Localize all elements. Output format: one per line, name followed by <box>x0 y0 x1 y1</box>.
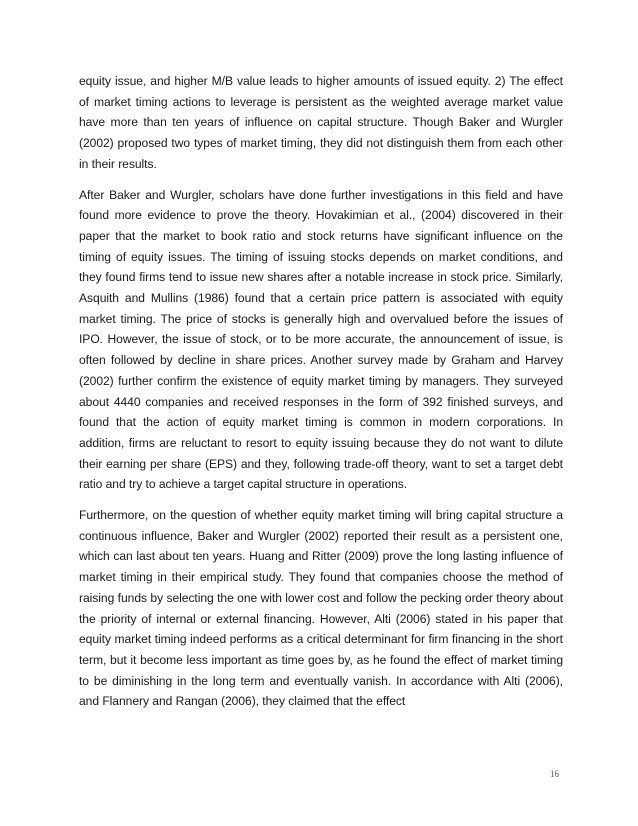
page-number: 16 <box>550 769 559 779</box>
body-text <box>79 71 563 722</box>
paragraph-persistent-influence: Furthermore, on the question of whether equity market timing will bring capital structure a continuous influence, Baker and Wurgler (2002) reported their result as a persistent one, which can last about ten years. Huang and Ritter (2009) prove the long lasting influence of market timing in their empirical study. They found that companies choose the method of raising funds by selecting the one with lower cost and follow the pecking order theory about the priority of internal or external financing. However, Alti (2006) stated in his paper that equity market timing indeed performs as a critical determinant for firm financing in the short term, but it become less important as time goes by, as he found the effect of market timing to be diminishing in the long term and eventually vanish. In accordance with Alti (2006), and Flannery and Rangan (2006), they claimed that the effect <box>79 508 563 709</box>
paragraph-market-timing-effects: equity issue, and higher M/B value leads to higher amounts of issued equity. 2) The effect of market timing actions to leverage is persistent as the weighted average market value have more than ten years of influence on capital structure. Though Baker and Wurgler (2002) proposed two types of market timing, they did not distinguish them from each other in their results. <box>79 74 563 171</box>
paragraph-further-investigations: After Baker and Wurgler, scholars have done further investigations in this field and have found more evidence to prove the theory. Hovakimian et al., (2004) discovered in their paper that the market to book ratio and stock returns have significant influence on the timing of equity issues. The timing of issuing stocks depends on market conditions, and they found firms tend to issue new shares after a notable increase in stock price. Similarly, Asquith and Mullins (1986) found that a certain price pattern is associated with equity market timing. The price of stocks is generally high and overvalued before the issues of IPO. However, the issue of stock, or to be more accurate, the announcement of issue, is often followed by decline in share prices. Another survey made by Graham and Harvey (2002) further confirm the existence of equity market timing by managers. They surveyed about 4440 companies and received responses in the form of 392 finished surveys, and found that the action of equity market timing is common in modern corporations. In addition, firms are reluctant to resort to equity issuing because they do not want to dilute their earning per share (EPS) and they, following trade-off theory, want to set a target debt ratio and try to achieve a target capital structure in operations. <box>79 187 563 492</box>
